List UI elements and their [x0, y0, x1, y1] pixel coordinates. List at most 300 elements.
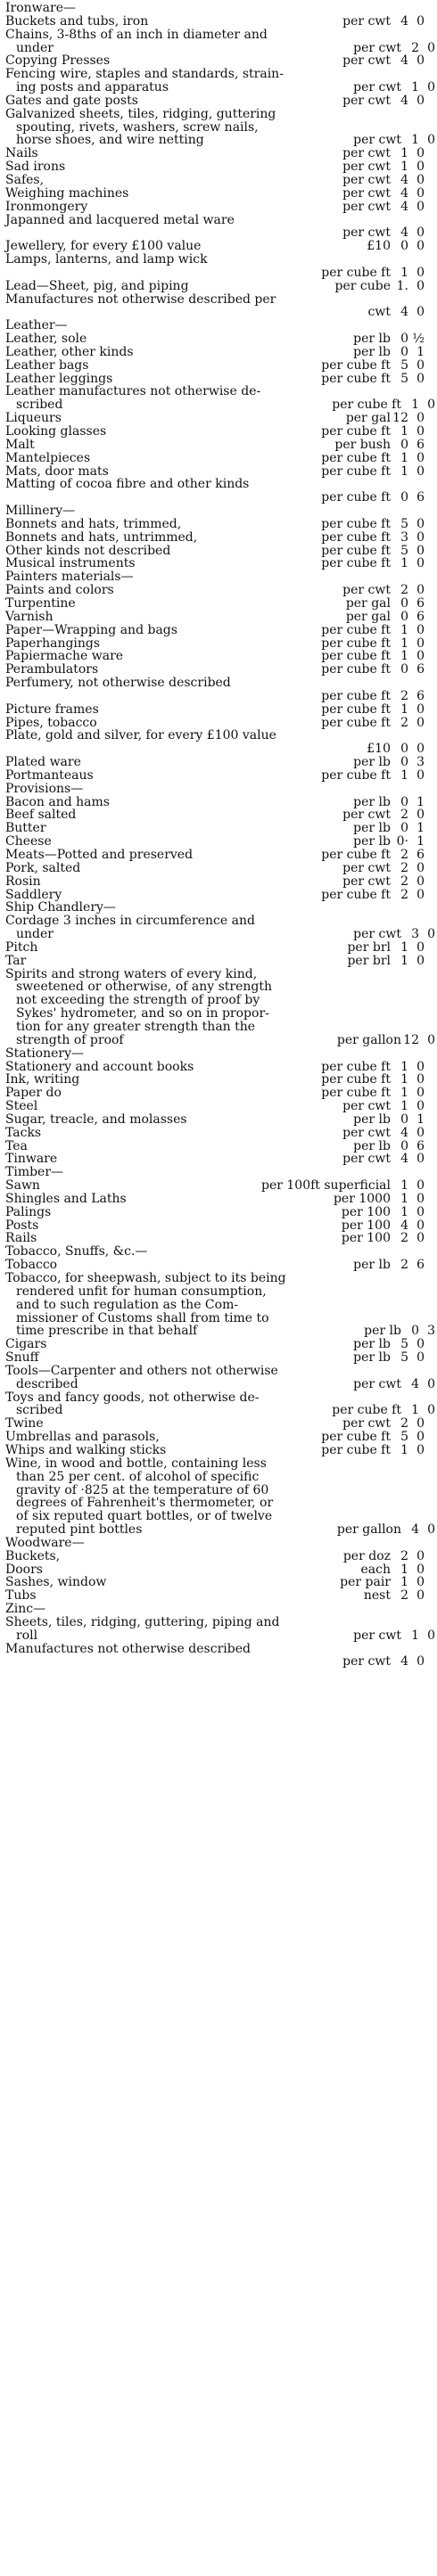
duty-shillings: 1: [400, 636, 408, 651]
tariff-row: [5, 663, 426, 677]
duty-pence: 0: [416, 767, 425, 783]
duty-unit: cwt: [367, 305, 391, 320]
duty-unit: per cube ft: [321, 848, 391, 862]
item-name: Rails: [5, 1231, 37, 1246]
tariff-row: [5, 240, 426, 253]
duty-unit: per cwt: [342, 583, 391, 598]
tariff-row: [5, 1378, 437, 1391]
duty-pence: 6: [416, 688, 425, 703]
tariff-row: [5, 1484, 437, 1497]
duty-pence: 0: [416, 636, 425, 651]
item-name: Buckets,: [5, 1548, 61, 1563]
tariff-row: [5, 1193, 426, 1206]
item-name: Other kinds not described: [5, 543, 171, 558]
tariff-row: [5, 15, 426, 29]
duty-pence: 0: [416, 556, 425, 571]
duty-unit: per lb: [364, 1324, 401, 1339]
section-heading: [5, 901, 426, 915]
duty-unit: per lb: [353, 332, 391, 347]
duty-shillings: 1: [411, 80, 419, 95]
duty-shillings: 0: [400, 662, 408, 677]
item-name: Tacks: [5, 1125, 42, 1140]
tariff-row: [5, 941, 426, 955]
duty-shillings: 1: [400, 160, 408, 175]
item-name: strength of proof: [16, 1032, 124, 1047]
duty-pence: 6: [416, 1138, 425, 1153]
tariff-row: [5, 703, 426, 717]
duty-shillings: 1: [400, 450, 408, 465]
duty-unit: nest: [363, 1588, 391, 1604]
duty-unit: per cube ft: [321, 688, 391, 703]
duty-shillings: 4: [400, 13, 408, 29]
tariff-row: [5, 808, 426, 822]
duty-shillings: 2: [400, 1548, 408, 1563]
duty-unit: per gal: [345, 609, 391, 624]
section-heading: [5, 2, 426, 15]
tariff-row: [5, 624, 426, 637]
tariff-row: [5, 1073, 426, 1087]
tariff-row: [5, 1563, 426, 1577]
duty-pence: 0: [416, 516, 425, 531]
duty-shillings: 3: [411, 927, 419, 942]
duty-shillings: 5: [400, 1350, 408, 1366]
item-name: roll: [16, 1628, 38, 1643]
item-name: Japanned and lacquered metal ware: [5, 212, 235, 227]
duty-unit: per lb: [353, 1337, 391, 1352]
item-name: Paper do: [5, 1086, 62, 1101]
duty-shillings: 1: [400, 939, 408, 955]
item-name: missioner of Customs shall from time to: [16, 1310, 269, 1325]
duty-pence: 0: [416, 1575, 425, 1590]
duty-pence: 0: [416, 808, 425, 823]
tariff-row: [5, 1219, 426, 1233]
duty-pence: 1: [416, 344, 425, 359]
duty-unit: per cube ft: [332, 1403, 401, 1418]
item-name: and to such regulation as the Com-: [16, 1297, 239, 1312]
duty-unit: per cube ft: [321, 1086, 391, 1101]
tariff-row: [5, 677, 426, 690]
item-name: Zinc—: [5, 1602, 46, 1617]
item-name: Tobacco: [5, 1258, 58, 1273]
duty-shillings: 1.: [396, 278, 408, 293]
item-name: Saddlery: [5, 887, 62, 902]
tariff-row: [5, 398, 437, 412]
tariff-row: [5, 1576, 426, 1589]
duty-pence: 0: [416, 1204, 425, 1219]
duty-shillings: 2: [400, 583, 408, 598]
item-name: Lead—Sheet, pig, and piping: [5, 278, 189, 293]
item-name: Copying Presses: [5, 53, 111, 69]
tariff-row: [5, 1034, 437, 1047]
tariff-row: [5, 280, 426, 293]
item-name: horse shoes, and wire netting: [16, 133, 204, 148]
tariff-row: [5, 1087, 426, 1100]
duty-unit: per cube ft: [321, 424, 391, 439]
tariff-row: [5, 1471, 437, 1484]
tariff-row: [5, 425, 426, 439]
item-name: Leather bags: [5, 357, 89, 373]
item-name: Toys and fancy goods, not otherwise de-: [5, 1390, 260, 1405]
item-name: Stationery—: [5, 1046, 84, 1061]
duty-pence: 0: [416, 1654, 425, 1669]
tariff-row: [5, 849, 426, 862]
duty-shillings: 2: [400, 1416, 408, 1432]
item-name: Bacon and hams: [5, 794, 110, 809]
tariff-column: [5, 1, 435, 1669]
item-name: Timber—: [5, 1165, 64, 1180]
duty-shillings: 5: [400, 543, 408, 558]
duty-pence: 0: [416, 742, 425, 757]
duty-pence: 1: [416, 821, 425, 836]
duty-shillings: 1: [400, 1204, 408, 1219]
duty-shillings: 12: [403, 1032, 419, 1047]
duty-pence: 0: [416, 278, 425, 293]
tariff-row: [5, 1550, 426, 1563]
duty-shillings: 3: [400, 529, 408, 545]
item-name: Safes,: [5, 172, 45, 187]
item-name: Ship Chandlery—: [5, 900, 116, 915]
tariff-row: [5, 611, 426, 624]
tariff-row: [5, 465, 426, 479]
duty-unit: per gal: [345, 595, 391, 611]
duty-unit: per lb: [353, 821, 391, 836]
duty-shillings: 1: [400, 556, 408, 571]
tariff-row: [5, 915, 426, 928]
item-name: gravity of ·825 at the temperature of 60: [16, 1482, 269, 1497]
duty-shillings: 1: [411, 1403, 419, 1418]
tariff-row: [5, 1391, 426, 1405]
item-name: time prescribe in that behalf: [16, 1324, 198, 1339]
tariff-row: [5, 373, 426, 386]
duty-shillings: 2: [400, 887, 408, 902]
duty-pence: 0: [416, 1588, 425, 1604]
tariff-row: [5, 1127, 426, 1140]
item-name: Cigars: [5, 1337, 47, 1352]
duty-pence: 1: [416, 794, 425, 809]
tariff-row: [5, 968, 426, 981]
duty-shillings: 4: [400, 1654, 408, 1669]
tariff-row: [5, 201, 426, 214]
tariff-row: [5, 306, 426, 319]
tariff-row: [5, 1616, 426, 1629]
tariff-row: [5, 650, 426, 663]
tariff-row: [5, 928, 437, 941]
tariff-row: [5, 875, 426, 889]
item-name: Leather—: [5, 318, 68, 333]
tariff-row: [5, 1444, 426, 1457]
duty-unit: per gallon: [336, 1032, 401, 1047]
item-name: Matting of cocoa fibre and other kinds: [5, 477, 250, 492]
tariff-row: [5, 478, 426, 491]
duty-pence: ½: [412, 332, 425, 347]
tariff-row: [5, 1100, 426, 1113]
item-name: Pipes, tobacco: [5, 715, 97, 730]
tariff-row: [5, 1338, 426, 1351]
tariff-row: [5, 1643, 426, 1656]
item-name: Sawn: [5, 1178, 40, 1194]
duty-pence: 0: [427, 1628, 435, 1643]
duty-pence: 0: [427, 1403, 435, 1418]
duty-pence: 0: [416, 649, 425, 664]
item-name: Perfumery, not otherwise described: [5, 676, 231, 691]
duty-pence: 0: [416, 450, 425, 465]
duty-pence: 0: [416, 146, 425, 161]
section-heading: [5, 1047, 426, 1061]
item-name: Leather, sole: [5, 332, 87, 347]
item-name: Manufactures not otherwise described: [5, 1641, 251, 1656]
tariff-row: [5, 1206, 426, 1219]
tariff-row: [5, 1417, 426, 1431]
tariff-row: [5, 1510, 437, 1523]
tariff-row: [5, 584, 426, 597]
duty-pence: 0: [416, 1099, 425, 1114]
duty-shillings: 4: [400, 199, 408, 214]
duty-shillings: 2: [400, 874, 408, 889]
item-name: Bonnets and hats, trimmed,: [5, 516, 182, 531]
duty-shillings: 0: [400, 794, 408, 809]
duty-shillings: 0: [400, 1112, 408, 1127]
duty-unit: £10: [367, 239, 391, 254]
item-name: Picture frames: [5, 701, 99, 717]
duty-pence: 0: [416, 543, 425, 558]
duty-unit: per lb: [353, 1138, 391, 1153]
tariff-row: [5, 1365, 426, 1378]
duty-shillings: 0: [400, 344, 408, 359]
duty-shillings: 1: [400, 1099, 408, 1114]
tariff-row: [5, 94, 426, 108]
duty-unit: per cube ft: [321, 1059, 391, 1074]
duty-shillings: 1: [400, 767, 408, 783]
duty-pence: 0: [416, 529, 425, 545]
tariff-row: [5, 253, 426, 267]
item-name: rendered unfit for human consumption,: [16, 1284, 267, 1299]
duty-pence: 0: [416, 1430, 425, 1445]
duty-unit: per brl: [347, 939, 391, 955]
duty-pence: 0: [416, 1350, 425, 1366]
duty-shillings: 0: [400, 1138, 408, 1153]
item-name: Steel: [5, 1099, 38, 1114]
item-name: Butter: [5, 821, 46, 836]
duty-shillings: 2: [400, 688, 408, 703]
duty-pence: 0: [416, 371, 425, 386]
item-name: Manufactures not otherwise described per: [5, 291, 276, 307]
tariff-row: [5, 994, 437, 1007]
duty-shillings: 4: [411, 1376, 419, 1391]
item-name: Chains, 3-8ths of an inch in diameter and: [5, 27, 268, 42]
duty-shillings: 2: [400, 1231, 408, 1246]
item-name: Fencing wire, staples and standards, strain-: [5, 67, 284, 82]
duty-unit: per cube ft: [321, 464, 391, 479]
duty-pence: 0: [416, 1416, 425, 1432]
duty-unit: per cwt: [342, 1125, 391, 1140]
tariff-row: [5, 452, 426, 465]
item-name: Meats—Potted and preserved: [5, 848, 194, 862]
item-name: Rosin: [5, 874, 41, 889]
duty-unit: per cwt: [342, 1099, 391, 1114]
duty-pence: 0: [416, 583, 425, 598]
duty-unit: per 100: [341, 1218, 391, 1233]
item-name: Tar: [5, 953, 27, 968]
duty-pence: 6: [416, 662, 425, 677]
duty-unit: per lb: [353, 1350, 391, 1366]
tariff-row: [5, 491, 426, 505]
duty-shillings: 1: [400, 1562, 408, 1577]
item-name: Pork, salted: [5, 860, 81, 875]
item-name: Umbrellas and parasols,: [5, 1430, 160, 1445]
duty-shillings: 0: [400, 490, 408, 505]
tariff-row: [5, 518, 426, 531]
item-name: tion for any greater strength than the: [16, 1019, 256, 1034]
duty-pence: 6: [416, 490, 425, 505]
duty-unit: per bush: [334, 437, 391, 452]
duty-unit: per cwt: [342, 808, 391, 823]
duty-unit: each: [360, 1562, 391, 1577]
duty-unit: per cube ft: [321, 556, 391, 571]
tariff-row: [5, 756, 426, 769]
tariff-row: [5, 889, 426, 902]
item-name: Liqueurs: [5, 411, 62, 426]
duty-pence: 6: [416, 609, 425, 624]
tariff-row: [5, 108, 426, 121]
duty-unit: per cwt: [342, 93, 391, 108]
item-name: Millinery—: [5, 504, 76, 519]
duty-unit: per cube ft: [321, 767, 391, 783]
duty-shillings: 1: [400, 622, 408, 637]
item-name: spouting, rivets, washers, screw nails,: [16, 119, 259, 135]
duty-shillings: 1: [400, 464, 408, 479]
duty-unit: per cube: [334, 278, 391, 293]
item-name: scribed: [16, 1403, 63, 1418]
item-name: sweetened or otherwise, of any strength: [16, 980, 273, 995]
tariff-row: [5, 54, 426, 68]
tariff-row: [5, 637, 426, 651]
duty-unit: per lb: [353, 834, 391, 849]
duty-shillings: 4: [400, 1152, 408, 1167]
item-name: Whips and walking sticks: [5, 1442, 167, 1457]
duty-pence: 0: [416, 715, 425, 730]
duty-unit: per cube ft: [321, 1442, 391, 1457]
duty-unit: per cwt: [342, 1416, 391, 1432]
duty-unit: per cube ft: [321, 357, 391, 373]
tariff-row: [5, 81, 437, 94]
item-name: ing posts and apparatus: [16, 80, 169, 95]
duty-pence: 0: [416, 953, 425, 968]
tariff-row: [5, 134, 437, 147]
duty-shillings: 0: [400, 755, 408, 770]
duty-shillings: 1: [400, 1191, 408, 1206]
duty-shillings: 1: [400, 424, 408, 439]
tariff-row: [5, 29, 426, 42]
tariff-row: [5, 346, 426, 359]
item-name: Sad irons: [5, 160, 66, 175]
section-heading: [5, 1166, 426, 1179]
duty-pence: 0: [416, 1548, 425, 1563]
tariff-row: [5, 1497, 437, 1510]
tariff-row: [5, 68, 426, 81]
item-name: Plated ware: [5, 755, 81, 770]
duty-shillings: 4: [400, 185, 408, 201]
duty-unit: per cwt: [342, 1654, 391, 1669]
duty-pence: 0: [416, 1442, 425, 1457]
duty-pence: 0: [416, 887, 425, 902]
duty-unit: per lb: [353, 755, 391, 770]
duty-pence: 0: [427, 40, 435, 55]
duty-pence: 0: [416, 305, 425, 320]
tariff-row: [5, 862, 426, 875]
duty-pence: 0: [427, 927, 435, 942]
item-name: Posts: [5, 1218, 39, 1233]
tariff-row: [5, 1259, 426, 1272]
item-name: Papiermache ware: [5, 649, 124, 664]
duty-shillings: 1: [411, 133, 419, 148]
duty-unit: per doz: [342, 1548, 391, 1563]
duty-pence: 0: [416, 357, 425, 373]
duty-pence: 0: [416, 1218, 425, 1233]
duty-pence: 6: [416, 848, 425, 862]
duty-shillings: 2: [400, 860, 408, 875]
duty-pence: 0: [427, 398, 435, 413]
duty-pence: 0: [416, 1178, 425, 1194]
item-name: Lamps, lanterns, and lamp wick: [5, 252, 208, 267]
tariff-row: [5, 980, 437, 994]
item-name: Malt: [5, 437, 35, 452]
tariff-row: [5, 1061, 426, 1074]
duty-shillings: 0: [400, 609, 408, 624]
duty-pence: 0: [427, 1032, 435, 1047]
duty-unit: per cube ft: [321, 622, 391, 637]
duty-shillings: 2: [400, 715, 408, 730]
item-name: Snuff: [5, 1350, 39, 1366]
duty-unit: per cwt: [342, 874, 391, 889]
tariff-row: [5, 1272, 426, 1285]
duty-unit: per gallon: [336, 1522, 401, 1538]
section-heading: [5, 319, 426, 332]
item-name: Bonnets and hats, untrimmed,: [5, 529, 198, 545]
item-name: Cordage 3 inches in circumference and: [5, 914, 255, 929]
tariff-row: [5, 121, 437, 135]
duty-pence: 0: [416, 424, 425, 439]
duty-unit: per cwt: [342, 13, 391, 29]
duty-pence: 0: [416, 93, 425, 108]
tariff-row: [5, 359, 426, 373]
duty-unit: per cube ft: [321, 1072, 391, 1087]
item-name: Sykes' hydrometer, and so on in propor-: [16, 1006, 269, 1021]
duty-pence: 0: [427, 80, 435, 95]
duty-shillings: 4: [400, 172, 408, 187]
item-name: Paints and colors: [5, 583, 114, 598]
duty-pence: 0: [416, 185, 425, 201]
duty-unit: per cwt: [342, 146, 391, 161]
tariff-row: [5, 1113, 426, 1127]
duty-shillings: 1: [400, 953, 408, 968]
item-name: Painters materials—: [5, 570, 134, 585]
duty-pence: 6: [416, 595, 425, 611]
duty-shillings: 5: [400, 357, 408, 373]
duty-unit: per cwt: [342, 860, 391, 875]
tariff-row: [5, 597, 426, 611]
item-name: degrees of Fahrenheit's thermometer, or: [16, 1496, 274, 1511]
duty-shillings: 1: [411, 398, 419, 413]
duty-pence: 0: [427, 1522, 435, 1538]
duty-shillings: 4: [400, 1218, 408, 1233]
item-name: Portmanteaus: [5, 767, 94, 783]
duty-unit: per 100: [341, 1231, 391, 1246]
duty-unit: per cwt: [342, 226, 391, 241]
duty-unit: per cwt: [353, 927, 401, 942]
tariff-row: [5, 412, 426, 425]
tariff-row: [5, 717, 426, 730]
tariff-row: [5, 147, 426, 160]
